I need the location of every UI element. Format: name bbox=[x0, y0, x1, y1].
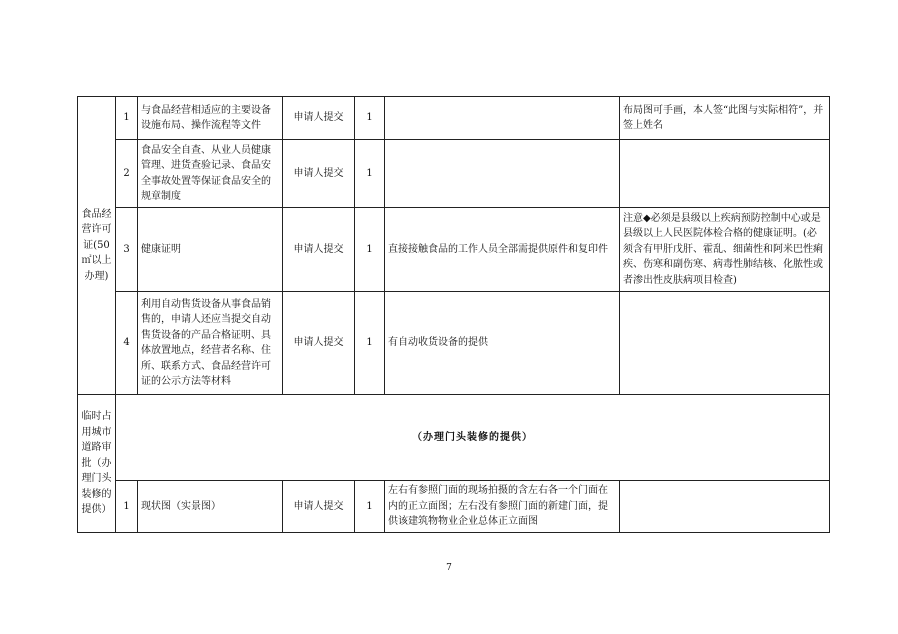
source-cell: 申请人提交 bbox=[283, 481, 355, 533]
requirement-cell: 直接接触食品的工作人员全部需提供原件和复印件 bbox=[385, 208, 620, 292]
requirement-cell bbox=[385, 97, 620, 140]
table-row bbox=[78, 395, 830, 481]
row-number: 2 bbox=[116, 140, 138, 208]
category-cell: 临时占用城市道路审批（办理门头装修的提供） bbox=[78, 395, 116, 533]
note-cell: 注意◆必须是县级以上疾病预防控制中心或是县级以上人民医院体检合格的健康证明。(必须含有甲肝戊肝、霍乱、细菌性和阿米巴性痢疾、伤寒和副伤寒、病毒性肺结核、化脓性或者渗出性皮肤病项目检查) bbox=[620, 208, 830, 292]
table-row bbox=[78, 481, 830, 533]
material-cell: 与食品经营相适应的主要设备设施布局、操作流程等文件 bbox=[138, 97, 283, 140]
copies-cell: 1 bbox=[355, 97, 385, 140]
material-cell: 健康证明 bbox=[138, 208, 283, 292]
source-cell: 申请人提交 bbox=[283, 140, 355, 208]
table-row bbox=[78, 208, 830, 292]
source-cell: 申请人提交 bbox=[283, 292, 355, 395]
row-number: 1 bbox=[116, 481, 138, 533]
copies-cell: 1 bbox=[355, 140, 385, 208]
material-cell: 利用自动售货设备从事食品销售的，申请人还应当提交自动售货设备的产品合格证明、具体放置地点，经营者名称、住所、联系方式、食品经营许可证的公示方法等材料 bbox=[138, 292, 283, 395]
table-row bbox=[78, 97, 830, 140]
note-cell bbox=[620, 292, 830, 395]
table-row bbox=[78, 292, 830, 395]
note-cell bbox=[620, 140, 830, 208]
row-number: 3 bbox=[116, 208, 138, 292]
table-row bbox=[78, 140, 830, 208]
materials-table bbox=[77, 96, 830, 533]
material-cell: 食品安全自查、从业人员健康管理、进货查验记录、食品安全事故处置等保证食品安全的规章制度 bbox=[138, 140, 283, 208]
source-cell: 申请人提交 bbox=[283, 208, 355, 292]
note-cell bbox=[620, 481, 830, 533]
copies-cell: 1 bbox=[355, 481, 385, 533]
note-cell: 布局图可手画，本人签“此图与实际相符”，并签上姓名 bbox=[620, 97, 830, 140]
source-cell: 申请人提交 bbox=[283, 97, 355, 140]
category-cell: 食品经营许可证(50㎡以上办理) bbox=[78, 97, 116, 395]
requirement-cell bbox=[385, 140, 620, 208]
copies-cell: 1 bbox=[355, 208, 385, 292]
requirement-cell: 有自动收货设备的提供 bbox=[385, 292, 620, 395]
row-number: 1 bbox=[116, 97, 138, 140]
row-number: 4 bbox=[116, 292, 138, 395]
copies-cell: 1 bbox=[355, 292, 385, 395]
section-banner: （办理门头装修的提供） bbox=[116, 395, 830, 481]
page-number: 7 bbox=[446, 563, 452, 573]
material-cell: 现状图（实景图） bbox=[138, 481, 283, 533]
requirement-cell: 左右有参照门面的现场拍摄的含左右各一个门面在内的正立面图；左右没有参照门面的新建门面，提供该建筑物物业企业总体正立面图 bbox=[385, 481, 620, 533]
